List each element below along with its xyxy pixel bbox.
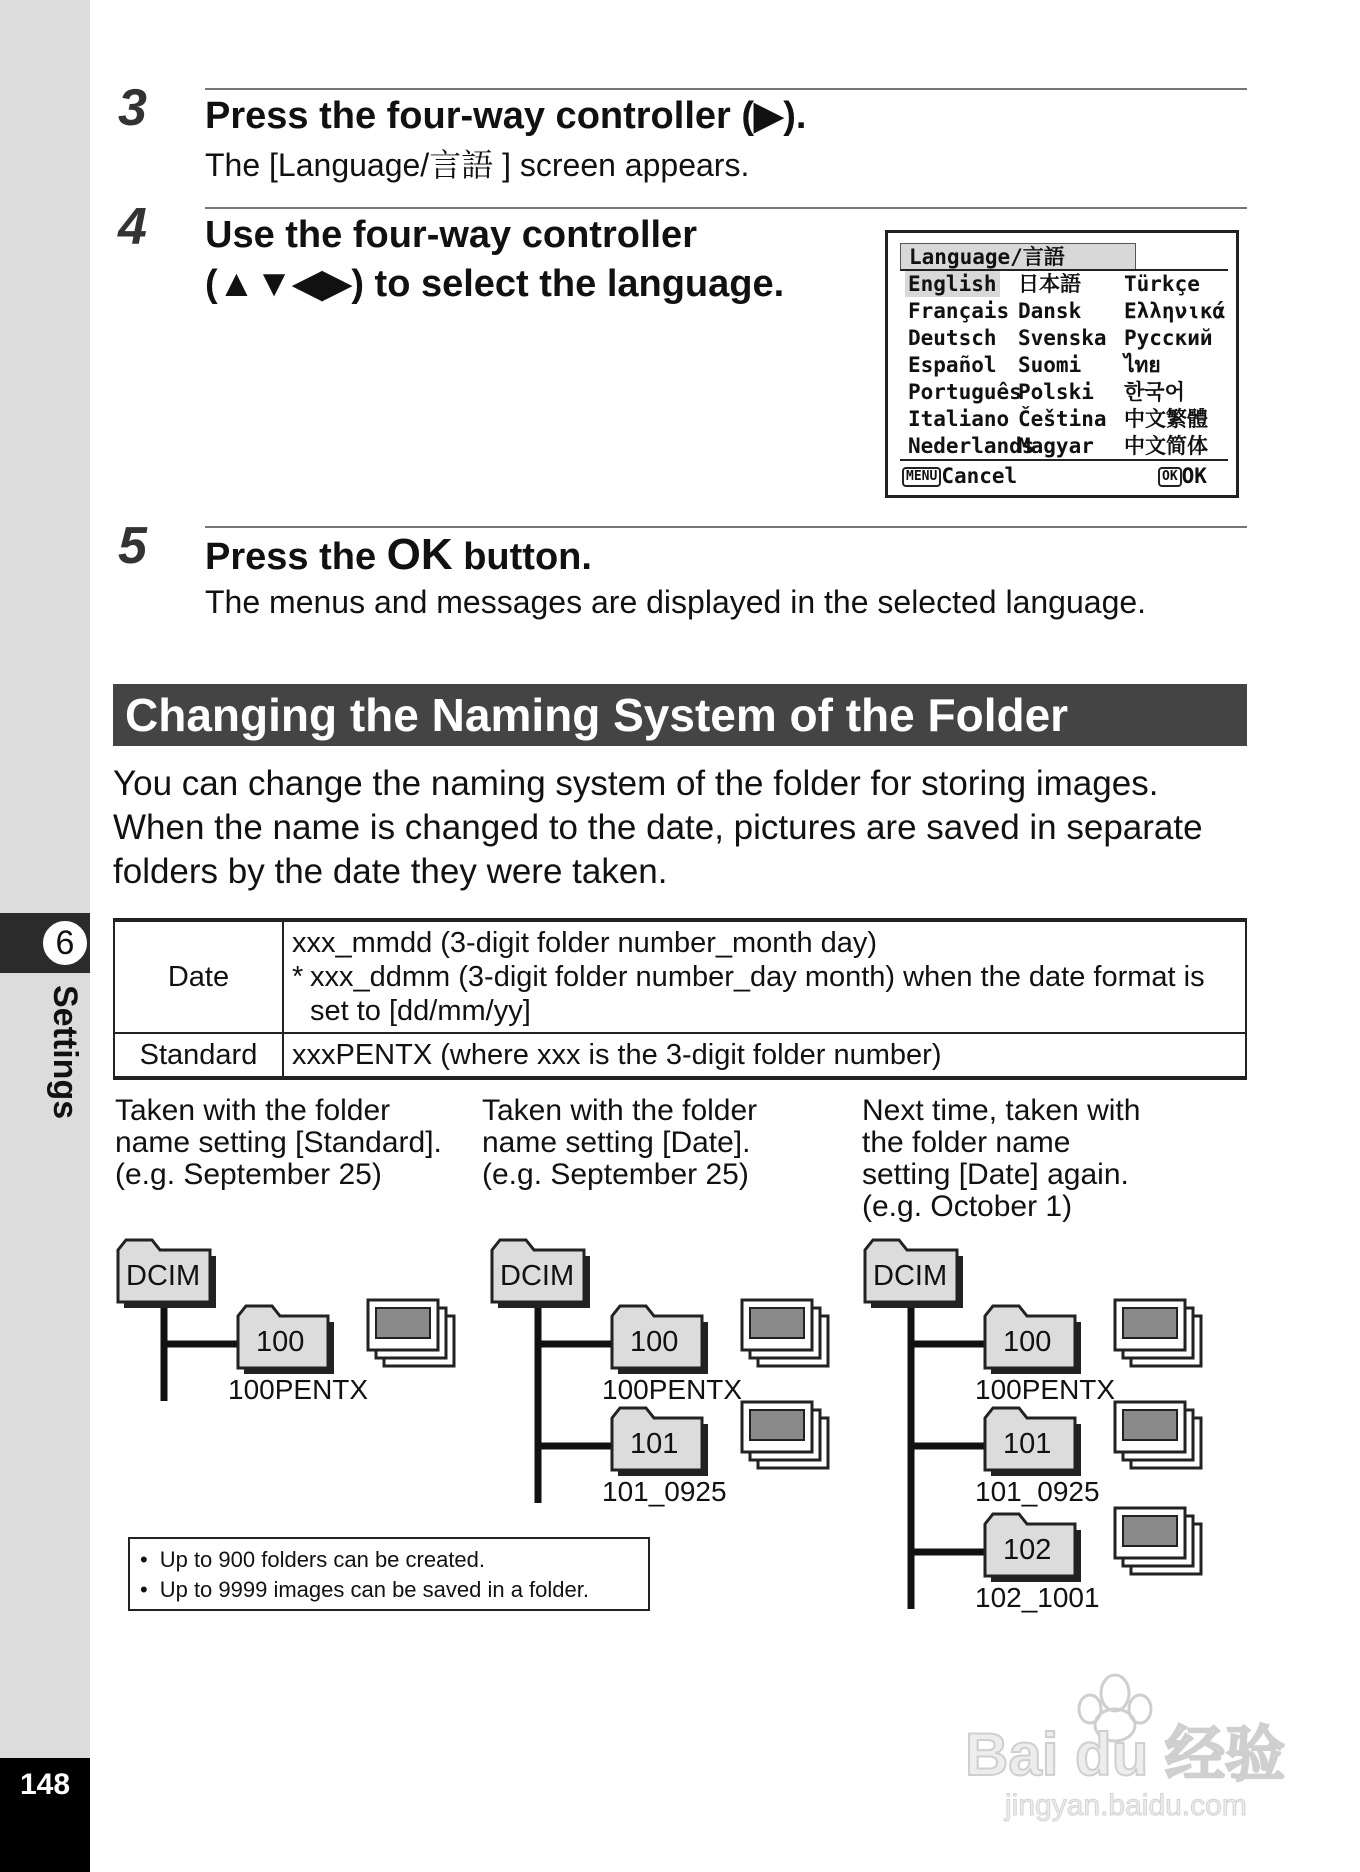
language-option[interactable]: Svenska [1018,326,1107,350]
ok-key-icon: OK [1158,467,1182,487]
language-option[interactable]: Ελληνικά [1124,299,1226,323]
language-option[interactable]: Português [908,380,1022,404]
image-thumbnail-icon [376,1308,430,1338]
note-asterisk: * [292,961,304,993]
language-option[interactable]: Türkçe [1124,272,1200,296]
language-option[interactable]: 中文简体 [1124,434,1208,458]
note-text: xxx_ddmm (3-digit folder number_day month) when the date format is set to [dd/mm/yy] [310,961,1205,1027]
dcim-folder-label: DCIM [500,1260,575,1292]
caption-line: setting [Date] again. [862,1158,1129,1191]
section-title: Changing the Naming System of the Folder [125,689,1069,741]
step-heading: Press the four-way controller (▶). [205,95,807,137]
image-thumbnail-icon [1123,1516,1177,1546]
page-number: 148 [19,1768,71,1801]
language-option[interactable]: English [905,271,1000,297]
language-screen-title: Language/言語 [900,243,1136,271]
svg-text:Bai du 经验: Bai du 经验 [965,1721,1285,1788]
language-option[interactable]: 中文繁體 [1124,407,1208,431]
table-cell-value: xxxPENTX (where xxx is the 3-digit folder number) [283,1033,1246,1078]
caption-line: (e.g. October 1) [862,1190,1073,1223]
caption-line: name setting [Date]. [482,1126,751,1159]
subfolder-name: 102_1001 [975,1582,1100,1613]
step-text: The [Language/言語 ] screen appears. [205,147,750,183]
caption-line: Taken with the folder [482,1094,758,1127]
subfolder-name: 101_0925 [602,1476,727,1507]
language-option[interactable]: Deutsch [908,326,997,350]
svg-text:jingyan.baidu.com: jingyan.baidu.com [1005,1789,1247,1822]
language-option[interactable]: Nederlands [908,434,1035,458]
subfolder-name: 100PENTX [228,1374,369,1405]
subfolder-name: 100PENTX [602,1374,743,1405]
caption-line: name setting [Standard]. [115,1126,442,1159]
language-option[interactable]: Italiano [908,407,1010,431]
subfolder-number: 100 [630,1326,679,1358]
image-thumbnail-icon [750,1410,804,1440]
step-text: The menus and messages are displayed in the selected language. [205,584,1147,620]
language-option[interactable]: Dansk [1018,299,1082,323]
caption-line: (e.g. September 25) [482,1158,749,1191]
note-item: • Up to 900 folders can be created. [140,1545,638,1575]
image-thumbnail-icon [1123,1308,1177,1338]
subfolder-number: 101 [1003,1428,1052,1460]
image-thumbnail-icon [750,1308,804,1338]
note-item: • Up to 9999 images can be saved in a folder. [140,1575,638,1605]
subfolder-number: 100 [256,1326,305,1358]
chapter-label: Settings [46,985,84,1120]
ok-label: OK [1181,464,1207,488]
subfolder-name: 101_0925 [975,1476,1100,1507]
menu-key-icon: MENU [902,467,941,487]
language-option[interactable]: Français [908,299,1010,323]
dcim-folder-label: DCIM [873,1260,948,1292]
notes-box [128,1537,650,1611]
language-option[interactable]: ไทย [1124,353,1161,377]
subfolder-name: 100PENTX [975,1374,1116,1405]
dcim-folder-label: DCIM [126,1260,201,1292]
language-option[interactable]: Magyar [1018,434,1094,458]
caption-line: Taken with the folder [115,1094,391,1127]
table-cell-label: Standard [114,1033,283,1078]
caption-line: the folder name [862,1126,1071,1159]
step-number: 4 [118,198,147,256]
step-heading-post: button. [452,536,592,578]
language-option[interactable]: 日本語 [1018,272,1081,296]
image-thumbnail-icon [1123,1410,1177,1440]
section-intro: You can change the naming system of the folder for storing images. When the name is changed to the date, pictures are saved in separate folders by the date they were taken. [113,764,1203,891]
step-number: 5 [118,517,147,575]
chapter-number: 6 [40,918,90,968]
date-format-line: xxx_mmdd (3-digit folder number_month day) [292,927,878,959]
language-option[interactable]: Русский [1124,326,1213,350]
caption-line: Next time, taken with [862,1094,1141,1127]
step-heading-line: (▲▼◀▶) to select the language. [205,263,785,305]
language-option[interactable]: Español [908,353,997,377]
step-heading-line: Use the four-way controller [205,214,697,256]
table-cell-label: Date [114,920,283,1033]
language-option[interactable]: Suomi [1018,353,1082,377]
language-option[interactable]: 한국어 [1124,380,1185,404]
caption-line: (e.g. September 25) [115,1158,382,1191]
baidu-watermark-logo [965,1665,1285,1825]
ok-button-glyph: OK [386,530,453,579]
subfolder-number: 101 [630,1428,679,1460]
step-heading-pre: Press the [205,536,387,578]
language-option[interactable]: Polski [1018,380,1094,404]
subfolder-number: 100 [1003,1326,1052,1358]
language-option[interactable]: Čeština [1018,407,1107,431]
subfolder-number: 102 [1003,1534,1052,1566]
cancel-label: Cancel [941,464,1018,488]
step-number: 3 [118,79,147,137]
